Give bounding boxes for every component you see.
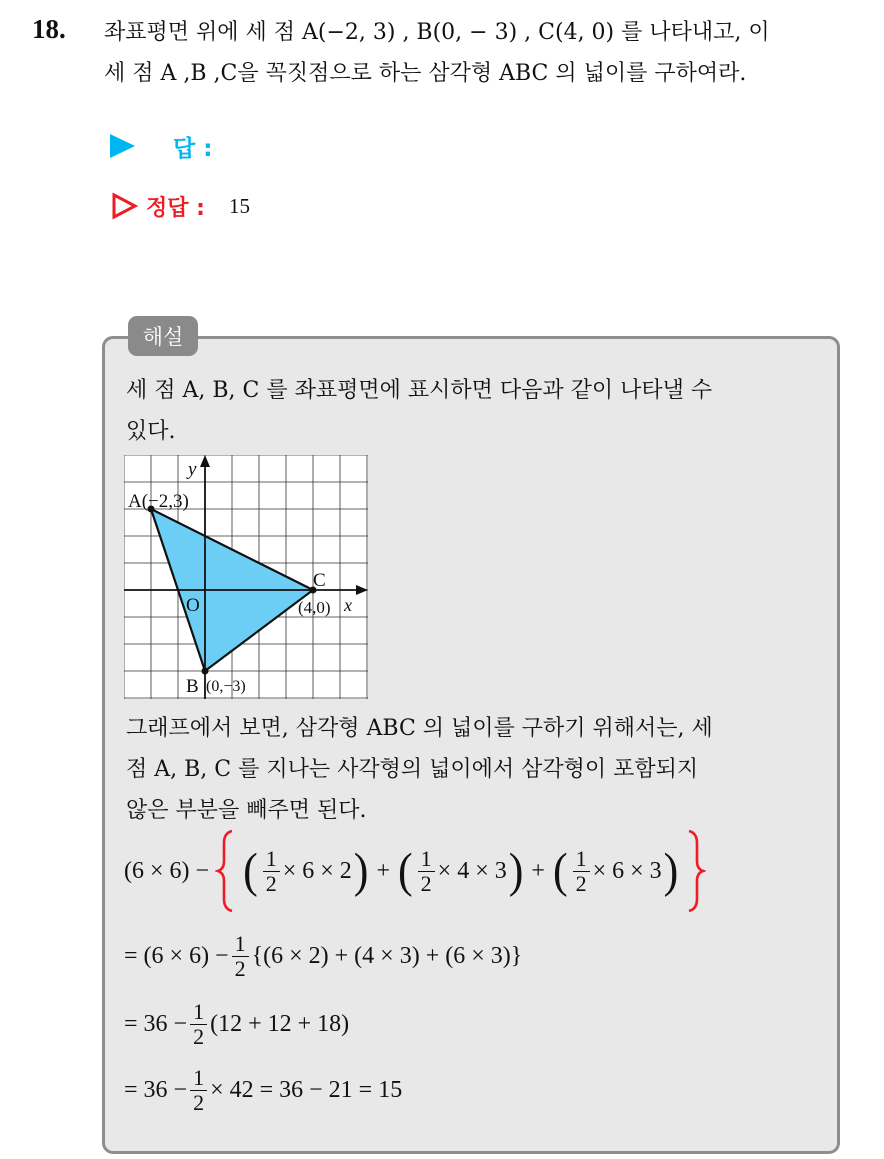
explanation-body <box>126 708 713 831</box>
math-line-2-rest: {(6 × 2) + (4 × 3) + (6 × 3)} <box>251 942 523 969</box>
correct-answer-value: 15 <box>228 193 250 218</box>
math-term-2: × 4 × 3 <box>437 857 507 884</box>
math-line-1-start: (6 × 6) − <box>124 857 210 884</box>
point-a-label: A(−2,3) <box>128 491 189 512</box>
fraction-half: $\frac{1}{2}$ <box>232 932 249 981</box>
point-c-label: C <box>313 570 326 591</box>
explanation-body-line-1: 그래프에서 보면, 삼각형 ABC 의 넓이를 구하기 위해서는, 세 <box>126 716 713 741</box>
question-number: 18. <box>32 14 66 44</box>
explanation-intro-line-1: 세 점 A, B, C 를 좌표평면에 표시하면 다음과 같이 나타낼 수 <box>126 378 713 403</box>
math-line-3 <box>124 994 349 1054</box>
explanation-body-line-2: 점 A, B, C 를 지나는 사각형의 넓이에서 삼각형이 포함되지 <box>126 757 699 782</box>
outline-play-icon <box>110 192 138 220</box>
math-term-3: × 6 × 3 <box>592 857 662 884</box>
point-b <box>202 668 209 675</box>
fraction-half: $\frac{1}{2}$ <box>263 847 280 896</box>
x-axis-label: x <box>344 595 352 615</box>
fraction-half: $\frac{1}{2}$ <box>573 847 590 896</box>
question-text <box>104 12 874 94</box>
question-line-1: 좌표평면 위에 세 점 A(−2, 3) , B(0, − 3) , C(4, 0) 를 나타내고, 이 <box>104 20 770 45</box>
play-icon <box>110 134 135 158</box>
math-line-4-start: = 36 − <box>124 1076 188 1103</box>
point-c-coord: (4,0) <box>298 598 331 617</box>
correct-answer-label: 정답 : <box>146 195 205 221</box>
answer-row <box>110 128 212 164</box>
math-line-2 <box>124 926 522 986</box>
explanation-intro-line-2: 있다. <box>126 419 176 444</box>
red-right-brace-icon <box>686 829 706 913</box>
math-line-3-start: = 36 − <box>124 1010 188 1037</box>
math-line-2-start: = (6 × 6) − <box>124 942 229 969</box>
math-line-1: (6 × 6) − ( $\frac{1}{2}$ × 6 × 2 ) + ( $\frac{1}{2}$ × 4 × 3 ) + ( $\frac{1}{2}$ × 6 × 3 ) <box>124 828 712 914</box>
fraction-half: $\frac{1}{2}$ <box>418 847 435 896</box>
math-term-1: × 6 × 2 <box>282 857 352 884</box>
point-b-coord: (0,−3) <box>206 678 246 695</box>
correct-answer-row <box>110 188 250 224</box>
question-line-2: 세 점 A ,B ,C을 꼭짓점으로 하는 삼각형 ABC 의 넓이를 구하여라. <box>104 61 747 86</box>
math-line-3-rest: (12 + 12 + 18) <box>210 1010 350 1037</box>
explanation-body-line-3: 않은 부분을 빼주면 된다. <box>126 798 367 823</box>
math-line-4-rest: × 42 = 36 − 21 = 15 <box>210 1076 403 1103</box>
coordinate-graph <box>124 455 368 699</box>
origin-label: O <box>186 595 200 616</box>
y-axis-label: y <box>188 459 197 480</box>
point-b-label: B <box>186 676 199 697</box>
math-line-4 <box>124 1060 402 1120</box>
fraction-half: $\frac{1}{2}$ <box>190 1000 207 1049</box>
answer-label: 답 : <box>173 135 213 162</box>
explanation-intro <box>126 370 712 452</box>
red-left-brace-icon <box>215 829 235 913</box>
fraction-half: $\frac{1}{2}$ <box>190 1066 207 1115</box>
explanation-tab: 해설 <box>128 316 198 356</box>
